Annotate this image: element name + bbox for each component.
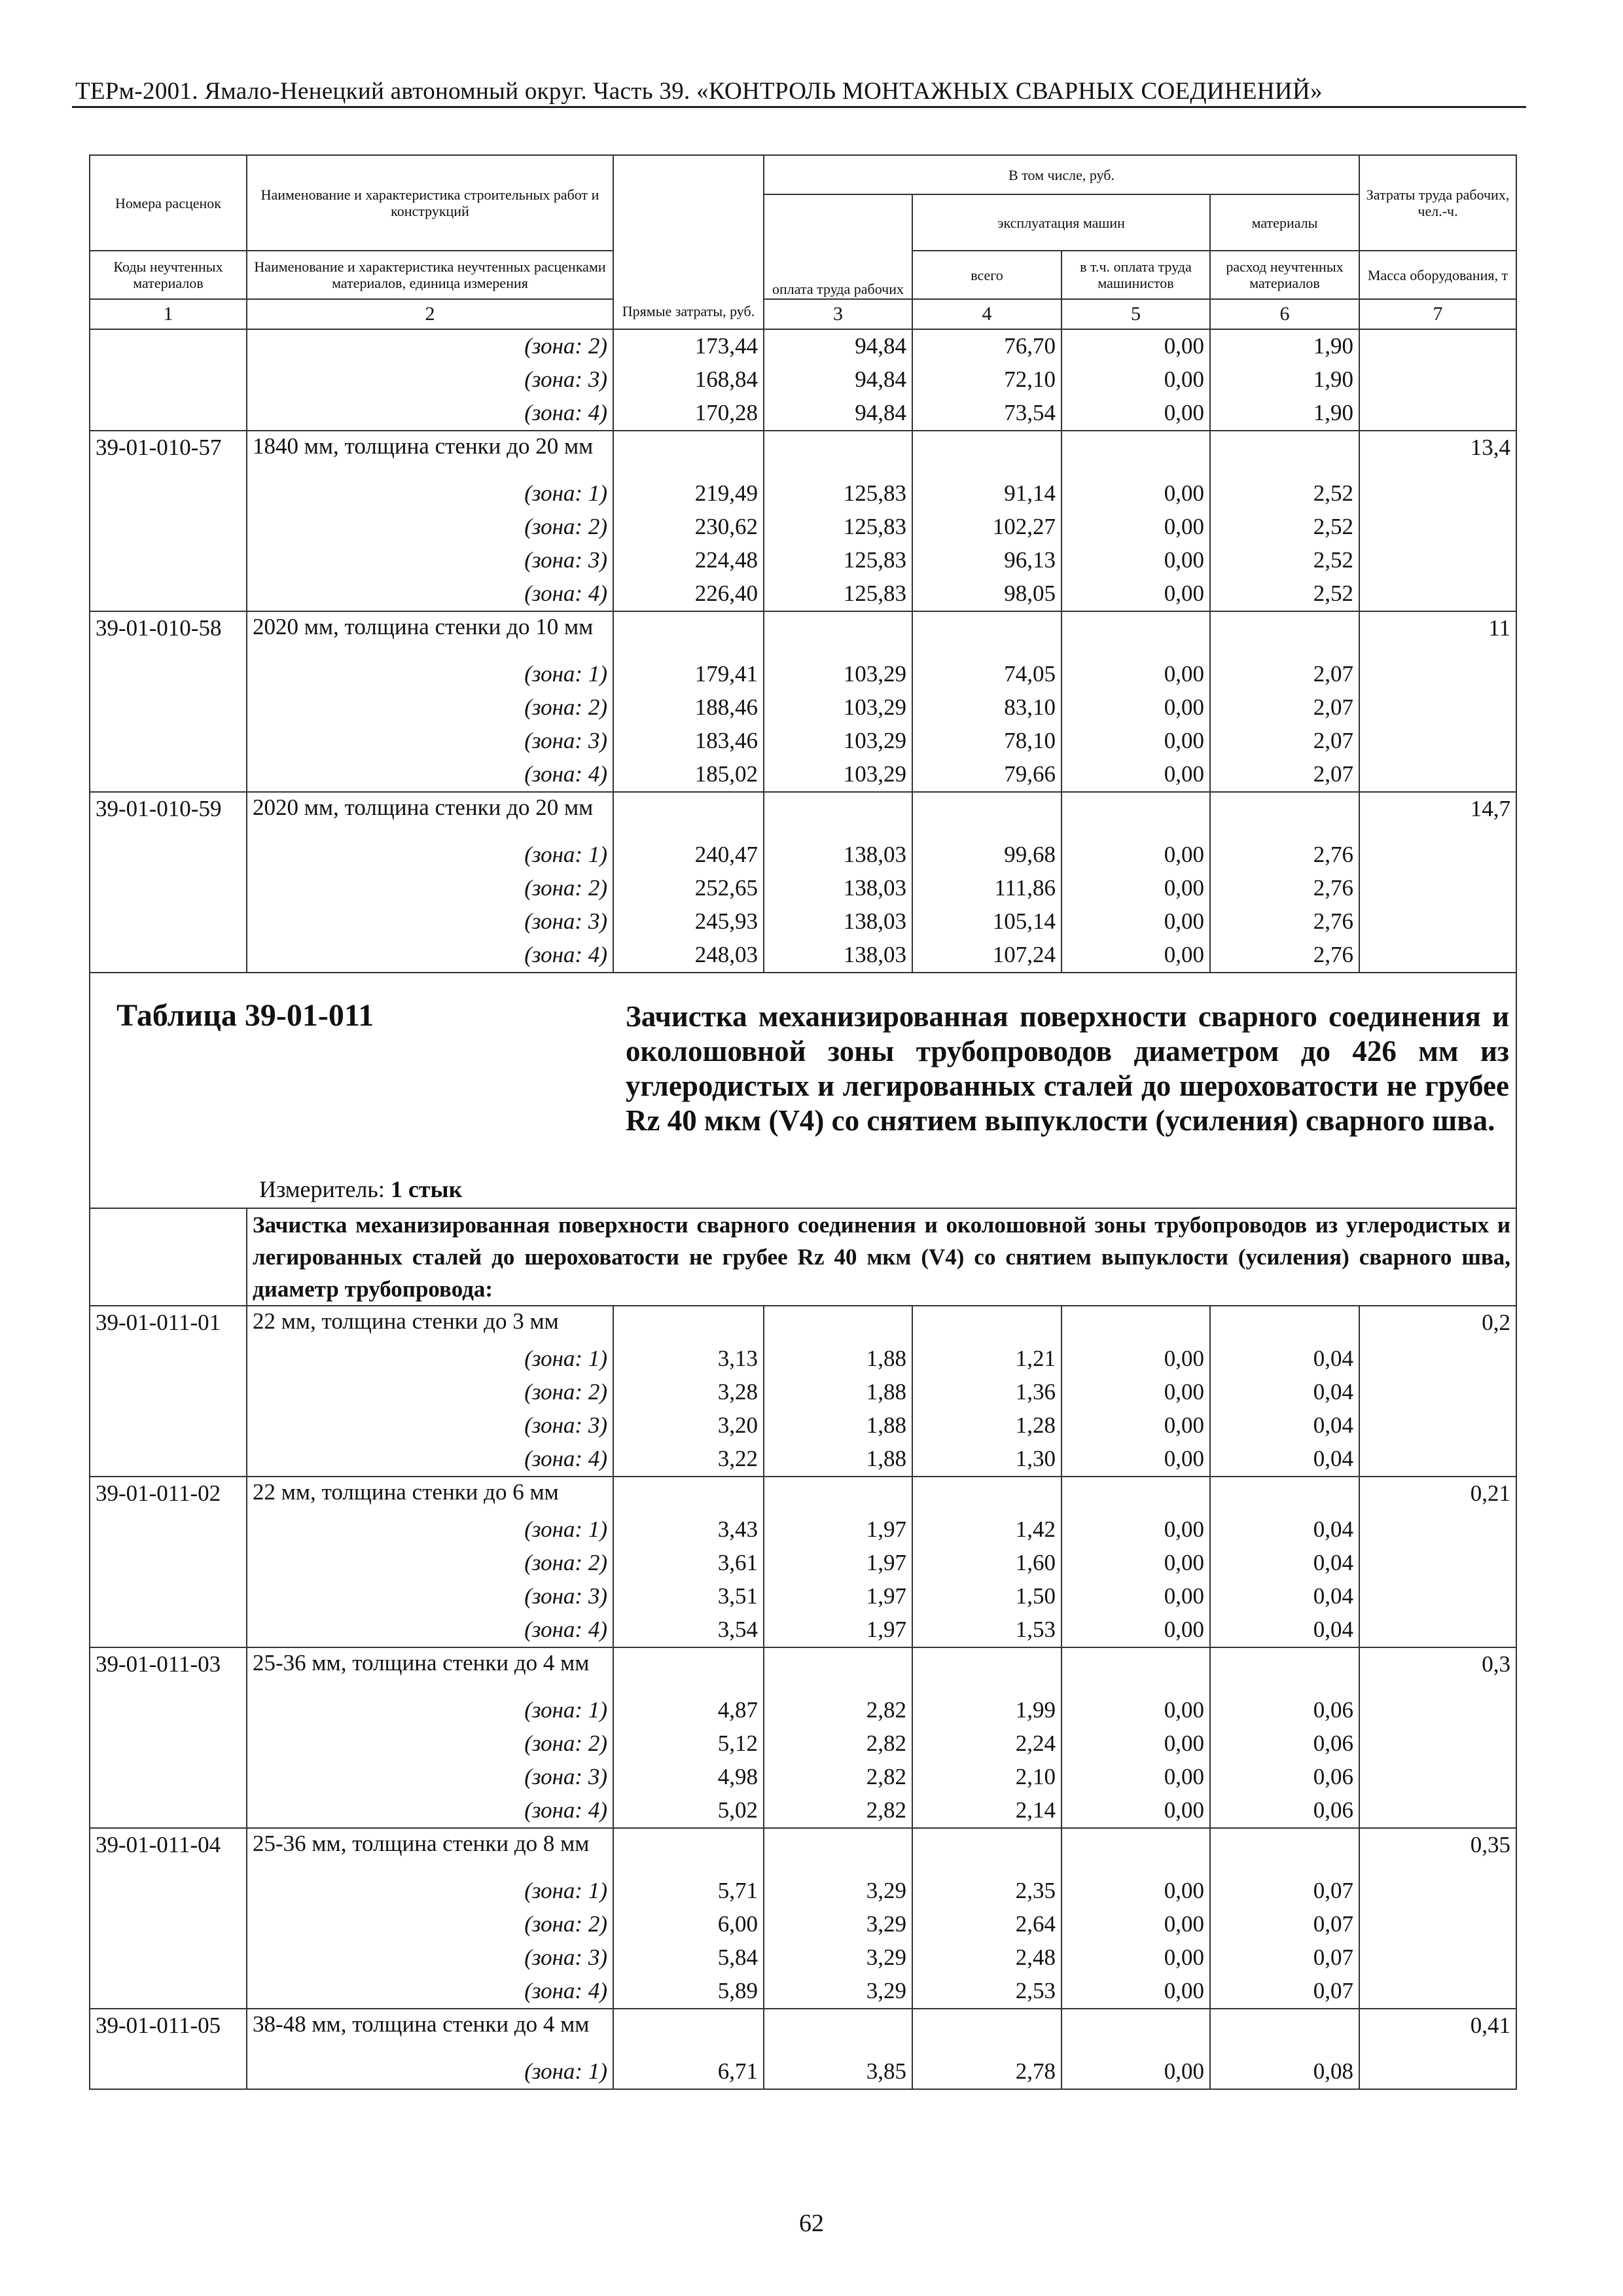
zone-label: (зона: 3) bbox=[247, 1580, 613, 1613]
table-number: Таблица 39-01-011 bbox=[116, 998, 374, 1033]
zone-label: (зона: 3) bbox=[247, 544, 613, 577]
column-number: 6 bbox=[1210, 299, 1359, 329]
header-including: В том числе, руб. bbox=[764, 155, 1359, 194]
rate-header-row bbox=[90, 1647, 1516, 1694]
running-header: ТЕРм-2001. Ямало-Ненецкий автономный округ. Часть 39. «КОНТРОЛЬ МОНТАЖНЫХ СВАРНЫХ СОЕДИНЕНИЙ» bbox=[75, 78, 1323, 105]
zone-row bbox=[90, 544, 1516, 577]
labor-pay-value: 2,82 bbox=[764, 1694, 912, 1727]
machine-total-value: 96,13 bbox=[912, 544, 1061, 577]
rate-code: 39-01-011-05 bbox=[90, 2009, 247, 2055]
direct-cost-value: 170,28 bbox=[613, 397, 764, 431]
direct-cost-value: 4,87 bbox=[613, 1694, 764, 1727]
header-machine-total: всего bbox=[912, 251, 1061, 299]
machine-labor-value: 0,00 bbox=[1061, 2055, 1210, 2089]
labor-value: 14,7 bbox=[1359, 792, 1516, 838]
zone-label: (зона: 3) bbox=[247, 1941, 613, 1975]
zone-row bbox=[90, 1941, 1516, 1975]
zone-label: (зона: 1) bbox=[247, 838, 613, 872]
rate-description: 2020 мм, толщина стенки до 20 мм bbox=[247, 792, 613, 838]
machine-labor-value: 0,00 bbox=[1061, 939, 1210, 973]
machine-labor-value: 0,00 bbox=[1061, 1727, 1210, 1761]
machine-total-value: 1,28 bbox=[912, 1409, 1061, 1443]
zone-label: (зона: 2) bbox=[247, 1908, 613, 1941]
column-number: 4 bbox=[912, 299, 1061, 329]
zone-label: (зона: 1) bbox=[247, 477, 613, 511]
machine-labor-value: 0,00 bbox=[1061, 1874, 1210, 1908]
column-number: 2 bbox=[247, 299, 613, 329]
table-body-top bbox=[90, 329, 1516, 973]
rate-description: 22 мм, толщина стенки до 3 мм bbox=[247, 1306, 613, 1342]
machine-labor-value: 0,00 bbox=[1061, 691, 1210, 725]
machine-total-value: 1,99 bbox=[912, 1694, 1061, 1727]
machine-labor-value: 0,00 bbox=[1061, 544, 1210, 577]
direct-cost-value: 3,43 bbox=[613, 1513, 764, 1547]
direct-cost-value: 224,48 bbox=[613, 544, 764, 577]
machine-labor-value: 0,00 bbox=[1061, 1580, 1210, 1613]
machine-labor-value: 0,00 bbox=[1061, 1376, 1210, 1409]
table-title-block bbox=[90, 973, 1516, 1208]
header-equipment-mass: Масса оборудования, т bbox=[1359, 251, 1516, 299]
machine-labor-value: 0,00 bbox=[1061, 477, 1210, 511]
zone-row bbox=[90, 363, 1516, 397]
table-meter bbox=[259, 1174, 462, 1206]
zone-row bbox=[90, 1761, 1516, 1794]
materials-value: 2,52 bbox=[1210, 511, 1359, 544]
machine-labor-value: 0,00 bbox=[1061, 397, 1210, 431]
zone-row bbox=[90, 939, 1516, 973]
zone-label: (зона: 2) bbox=[247, 329, 613, 363]
zone-label: (зона: 3) bbox=[247, 905, 613, 939]
labor-pay-value: 2,82 bbox=[764, 1761, 912, 1794]
labor-pay-value: 94,84 bbox=[764, 363, 912, 397]
materials-value: 0,07 bbox=[1210, 1941, 1359, 1975]
machine-labor-value: 0,00 bbox=[1061, 363, 1210, 397]
zone-row bbox=[90, 838, 1516, 872]
zone-label: (зона: 4) bbox=[247, 397, 613, 431]
machine-total-value: 1,36 bbox=[912, 1376, 1061, 1409]
zone-label: (зона: 2) bbox=[247, 1376, 613, 1409]
zone-row bbox=[90, 658, 1516, 691]
rate-description: 25-36 мм, толщина стенки до 4 мм bbox=[247, 1647, 613, 1694]
labor-pay-value: 138,03 bbox=[764, 939, 912, 973]
materials-value: 0,04 bbox=[1210, 1409, 1359, 1443]
labor-pay-value: 1,97 bbox=[764, 1580, 912, 1613]
labor-pay-value: 94,84 bbox=[764, 397, 912, 431]
header-codes-unaccounted: Коды неучтенных материалов bbox=[90, 251, 247, 299]
machine-total-value: 83,10 bbox=[912, 691, 1061, 725]
direct-cost-value: 226,40 bbox=[613, 577, 764, 611]
rate-description: 1840 мм, толщина стенки до 20 мм bbox=[247, 431, 613, 477]
direct-cost-value: 5,89 bbox=[613, 1975, 764, 2009]
page-number: 62 bbox=[799, 2210, 824, 2237]
direct-cost-value: 185,02 bbox=[613, 758, 764, 792]
labor-pay-value: 103,29 bbox=[764, 658, 912, 691]
materials-value: 0,07 bbox=[1210, 1975, 1359, 2009]
labor-pay-value: 1,88 bbox=[764, 1409, 912, 1443]
rate-code: 39-01-011-04 bbox=[90, 1828, 247, 1874]
materials-value: 2,07 bbox=[1210, 658, 1359, 691]
materials-value: 2,52 bbox=[1210, 577, 1359, 611]
materials-value: 0,08 bbox=[1210, 2055, 1359, 2089]
zone-label: (зона: 2) bbox=[247, 872, 613, 905]
materials-value: 1,90 bbox=[1210, 363, 1359, 397]
materials-value: 1,90 bbox=[1210, 397, 1359, 431]
materials-value: 0,04 bbox=[1210, 1547, 1359, 1580]
labor-value: 11 bbox=[1359, 611, 1516, 658]
machine-total-value: 1,60 bbox=[912, 1547, 1061, 1580]
direct-cost-value: 252,65 bbox=[613, 872, 764, 905]
table-description: Зачистка механизированная поверхности сварного соединения и околошовной зоны трубопроводов диаметром до 426 мм из углеродистых и легированных сталей до шероховатости не грубее Rz 40 мкм (V4) со снятием выпуклости (усиления) сварного шва. bbox=[626, 1000, 1509, 1137]
machine-labor-value: 0,00 bbox=[1061, 838, 1210, 872]
zone-row bbox=[90, 1376, 1516, 1409]
section-heading: Зачистка механизированная поверхности сварного соединения и околошовной зоны трубопроводов из углеродистых и легированных сталей до шероховатости не грубее Rz 40 мкм (V4) со снятием выпуклости (усиления) сварного шва, диаметр трубопровода: bbox=[247, 1208, 1516, 1306]
labor-pay-value: 125,83 bbox=[764, 511, 912, 544]
header-labor-pay: оплата труда рабочих bbox=[764, 194, 912, 299]
machine-total-value: 72,10 bbox=[912, 363, 1061, 397]
zone-row bbox=[90, 1580, 1516, 1613]
machine-labor-value: 0,00 bbox=[1061, 758, 1210, 792]
zone-label: (зона: 3) bbox=[247, 363, 613, 397]
machine-labor-value: 0,00 bbox=[1061, 1613, 1210, 1647]
labor-value: 0,35 bbox=[1359, 1828, 1516, 1874]
labor-value: 0,21 bbox=[1359, 1477, 1516, 1513]
direct-cost-value: 5,71 bbox=[613, 1874, 764, 1908]
zone-row bbox=[90, 691, 1516, 725]
labor-pay-value: 125,83 bbox=[764, 577, 912, 611]
labor-pay-value: 1,88 bbox=[764, 1342, 912, 1376]
machine-labor-value: 0,00 bbox=[1061, 1794, 1210, 1828]
machine-total-value: 107,24 bbox=[912, 939, 1061, 973]
machine-total-value: 2,35 bbox=[912, 1874, 1061, 1908]
zone-label: (зона: 4) bbox=[247, 1975, 613, 2009]
machine-total-value: 99,68 bbox=[912, 838, 1061, 872]
machine-total-value: 91,14 bbox=[912, 477, 1061, 511]
zone-row bbox=[90, 1409, 1516, 1443]
machine-total-value: 2,48 bbox=[912, 1941, 1061, 1975]
direct-cost-value: 3,51 bbox=[613, 1580, 764, 1613]
zone-label: (зона: 2) bbox=[247, 1727, 613, 1761]
zone-label: (зона: 2) bbox=[247, 1547, 613, 1580]
direct-cost-value: 240,47 bbox=[613, 838, 764, 872]
labor-pay-value: 138,03 bbox=[764, 905, 912, 939]
labor-pay-value: 125,83 bbox=[764, 477, 912, 511]
materials-value: 1,90 bbox=[1210, 329, 1359, 363]
machine-total-value: 2,14 bbox=[912, 1794, 1061, 1828]
direct-cost-value: 219,49 bbox=[613, 477, 764, 511]
header-materials-unaccounted: расход неучтенных материалов bbox=[1210, 251, 1359, 299]
rate-description: 25-36 мм, толщина стенки до 8 мм bbox=[247, 1828, 613, 1874]
zone-row bbox=[90, 872, 1516, 905]
materials-value: 2,76 bbox=[1210, 905, 1359, 939]
machine-total-value: 105,14 bbox=[912, 905, 1061, 939]
zone-row bbox=[90, 1727, 1516, 1761]
labor-value: 0,3 bbox=[1359, 1647, 1516, 1694]
direct-cost-value: 179,41 bbox=[613, 658, 764, 691]
rate-header-row bbox=[90, 1477, 1516, 1513]
zone-row bbox=[90, 397, 1516, 431]
zone-row bbox=[90, 1613, 1516, 1647]
machine-total-value: 79,66 bbox=[912, 758, 1061, 792]
zone-label: (зона: 4) bbox=[247, 1794, 613, 1828]
zone-label: (зона: 3) bbox=[247, 1761, 613, 1794]
machine-labor-value: 0,00 bbox=[1061, 905, 1210, 939]
machine-total-value: 2,53 bbox=[912, 1975, 1061, 2009]
materials-value: 2,52 bbox=[1210, 477, 1359, 511]
machine-total-value: 102,27 bbox=[912, 511, 1061, 544]
zone-row bbox=[90, 1694, 1516, 1727]
rate-header-row bbox=[90, 1306, 1516, 1342]
zone-row bbox=[90, 1547, 1516, 1580]
machine-total-value: 1,50 bbox=[912, 1580, 1061, 1613]
zone-row bbox=[90, 511, 1516, 544]
rate-code: 39-01-011-02 bbox=[90, 1477, 247, 1513]
materials-value: 0,04 bbox=[1210, 1613, 1359, 1647]
rate-description: 22 мм, толщина стенки до 6 мм bbox=[247, 1477, 613, 1513]
zone-row bbox=[90, 1513, 1516, 1547]
zone-label: (зона: 2) bbox=[247, 511, 613, 544]
zone-row bbox=[90, 577, 1516, 611]
zone-label: (зона: 4) bbox=[247, 577, 613, 611]
rate-code: 39-01-010-59 bbox=[90, 792, 247, 838]
rate-header-row bbox=[90, 2009, 1516, 2055]
direct-cost-value: 5,12 bbox=[613, 1727, 764, 1761]
direct-cost-value: 5,84 bbox=[613, 1941, 764, 1975]
header-name-title: Наименование и характеристика строительных работ и конструкций bbox=[247, 155, 613, 251]
zone-label: (зона: 4) bbox=[247, 939, 613, 973]
rate-code: 39-01-011-01 bbox=[90, 1306, 247, 1342]
labor-pay-value: 138,03 bbox=[764, 872, 912, 905]
labor-pay-value: 1,97 bbox=[764, 1547, 912, 1580]
zone-label: (зона: 1) bbox=[247, 1342, 613, 1376]
machine-labor-value: 0,00 bbox=[1061, 1443, 1210, 1477]
materials-value: 0,04 bbox=[1210, 1513, 1359, 1547]
zone-label: (зона: 4) bbox=[247, 1613, 613, 1647]
materials-value: 2,52 bbox=[1210, 544, 1359, 577]
labor-pay-value: 1,97 bbox=[764, 1513, 912, 1547]
materials-value: 0,07 bbox=[1210, 1874, 1359, 1908]
machine-labor-value: 0,00 bbox=[1061, 725, 1210, 758]
zone-label: (зона: 3) bbox=[247, 725, 613, 758]
machine-total-value: 2,10 bbox=[912, 1761, 1061, 1794]
header-names-unaccounted: Наименование и характеристика неучтенных расценками материалов, единица измерения bbox=[247, 251, 613, 299]
labor-pay-value: 103,29 bbox=[764, 758, 912, 792]
materials-value: 0,06 bbox=[1210, 1727, 1359, 1761]
zone-row bbox=[90, 329, 1516, 363]
materials-value: 0,07 bbox=[1210, 1908, 1359, 1941]
rate-header-row bbox=[90, 1828, 1516, 1874]
rate-code: 39-01-011-03 bbox=[90, 1647, 247, 1694]
direct-cost-value: 5,02 bbox=[613, 1794, 764, 1828]
direct-cost-value: 188,46 bbox=[613, 691, 764, 725]
zone-row bbox=[90, 1874, 1516, 1908]
zone-row bbox=[90, 1342, 1516, 1376]
labor-pay-value: 1,88 bbox=[764, 1376, 912, 1409]
machine-labor-value: 0,00 bbox=[1061, 511, 1210, 544]
materials-value: 0,04 bbox=[1210, 1580, 1359, 1613]
materials-value: 0,06 bbox=[1210, 1794, 1359, 1828]
header-machine-operation: эксплуатация машин bbox=[912, 194, 1210, 251]
zone-row bbox=[90, 1443, 1516, 1477]
direct-cost-value: 168,84 bbox=[613, 363, 764, 397]
column-number: 7 bbox=[1359, 299, 1516, 329]
zone-row bbox=[90, 477, 1516, 511]
machine-labor-value: 0,00 bbox=[1061, 1513, 1210, 1547]
column-number: 1 bbox=[90, 299, 247, 329]
section-spacer bbox=[90, 1208, 247, 1306]
rate-description: 2020 мм, толщина стенки до 10 мм bbox=[247, 611, 613, 658]
machine-total-value: 98,05 bbox=[912, 577, 1061, 611]
rate-header-row bbox=[90, 792, 1516, 838]
machine-total-value: 74,05 bbox=[912, 658, 1061, 691]
direct-cost-value: 6,71 bbox=[613, 2055, 764, 2089]
machine-total-value: 78,10 bbox=[912, 725, 1061, 758]
labor-pay-value: 1,97 bbox=[764, 1613, 912, 1647]
direct-cost-value: 3,20 bbox=[613, 1409, 764, 1443]
column-number: 3 bbox=[764, 299, 912, 329]
header-code-title: Номера расценок bbox=[90, 155, 247, 251]
zone-row bbox=[90, 905, 1516, 939]
direct-cost-value: 230,62 bbox=[613, 511, 764, 544]
machine-total-value: 1,42 bbox=[912, 1513, 1061, 1547]
machine-total-value: 2,24 bbox=[912, 1727, 1061, 1761]
zone-label: (зона: 3) bbox=[247, 1409, 613, 1443]
meter-value: 1 стык bbox=[390, 1176, 463, 1202]
labor-pay-value: 3,29 bbox=[764, 1874, 912, 1908]
labor-value: 0,41 bbox=[1359, 2009, 1516, 2055]
zone-row bbox=[90, 2055, 1516, 2089]
header-machine-labor: в т.ч. оплата труда машинистов bbox=[1061, 251, 1210, 299]
materials-value: 0,04 bbox=[1210, 1342, 1359, 1376]
direct-cost-value: 3,54 bbox=[613, 1613, 764, 1647]
machine-labor-value: 0,00 bbox=[1061, 329, 1210, 363]
direct-cost-value: 6,00 bbox=[613, 1908, 764, 1941]
direct-cost-value: 4,98 bbox=[613, 1761, 764, 1794]
header-materials: материалы bbox=[1210, 194, 1359, 251]
labor-pay-value: 3,29 bbox=[764, 1975, 912, 2009]
meter-label: Измеритель: bbox=[259, 1176, 385, 1202]
machine-total-value: 1,30 bbox=[912, 1443, 1061, 1477]
materials-value: 2,07 bbox=[1210, 691, 1359, 725]
machine-labor-value: 0,00 bbox=[1061, 1694, 1210, 1727]
machine-total-value: 2,78 bbox=[912, 2055, 1061, 2089]
direct-cost-value: 3,22 bbox=[613, 1443, 764, 1477]
labor-pay-value: 103,29 bbox=[764, 725, 912, 758]
zone-row bbox=[90, 1794, 1516, 1828]
header-labor-costs: Затраты труда рабочих, чел.-ч. bbox=[1359, 155, 1516, 251]
zone-row bbox=[90, 758, 1516, 792]
rate-code: 39-01-010-58 bbox=[90, 611, 247, 658]
machine-total-value: 76,70 bbox=[912, 329, 1061, 363]
machine-total-value: 1,21 bbox=[912, 1342, 1061, 1376]
labor-pay-value: 3,85 bbox=[764, 2055, 912, 2089]
labor-pay-value: 1,88 bbox=[764, 1443, 912, 1477]
machine-labor-value: 0,00 bbox=[1061, 1409, 1210, 1443]
machine-labor-value: 0,00 bbox=[1061, 1547, 1210, 1580]
rate-header-row bbox=[90, 431, 1516, 477]
materials-value: 2,76 bbox=[1210, 939, 1359, 973]
labor-pay-value: 2,82 bbox=[764, 1794, 912, 1828]
machine-total-value: 111,86 bbox=[912, 872, 1061, 905]
column-number: 5 bbox=[1061, 299, 1210, 329]
rate-header-row bbox=[90, 611, 1516, 658]
zone-row bbox=[90, 725, 1516, 758]
machine-total-value: 2,64 bbox=[912, 1908, 1061, 1941]
rate-code: 39-01-010-57 bbox=[90, 431, 247, 477]
direct-cost-value: 245,93 bbox=[613, 905, 764, 939]
machine-total-value: 1,53 bbox=[912, 1613, 1061, 1647]
header-rule bbox=[72, 106, 1526, 108]
direct-cost-value: 248,03 bbox=[613, 939, 764, 973]
machine-labor-value: 0,00 bbox=[1061, 872, 1210, 905]
machine-labor-value: 0,00 bbox=[1061, 1761, 1210, 1794]
table-body-bottom bbox=[90, 1306, 1516, 2089]
labor-pay-value: 103,29 bbox=[764, 691, 912, 725]
labor-pay-value: 3,29 bbox=[764, 1941, 912, 1975]
machine-labor-value: 0,00 bbox=[1061, 1908, 1210, 1941]
machine-labor-value: 0,00 bbox=[1061, 1975, 1210, 2009]
zone-label: (зона: 1) bbox=[247, 1874, 613, 1908]
materials-value: 2,76 bbox=[1210, 872, 1359, 905]
materials-value: 0,04 bbox=[1210, 1376, 1359, 1409]
materials-value: 2,07 bbox=[1210, 758, 1359, 792]
machine-labor-value: 0,00 bbox=[1061, 658, 1210, 691]
machine-total-value: 73,54 bbox=[912, 397, 1061, 431]
materials-value: 0,06 bbox=[1210, 1761, 1359, 1794]
labor-pay-value: 125,83 bbox=[764, 544, 912, 577]
materials-value: 2,76 bbox=[1210, 838, 1359, 872]
rate-description: 38-48 мм, толщина стенки до 4 мм bbox=[247, 2009, 613, 2055]
materials-value: 0,04 bbox=[1210, 1443, 1359, 1477]
labor-pay-value: 2,82 bbox=[764, 1727, 912, 1761]
zone-label: (зона: 4) bbox=[247, 1443, 613, 1477]
materials-value: 2,07 bbox=[1210, 725, 1359, 758]
rates-table bbox=[89, 154, 1517, 2090]
direct-cost-value: 173,44 bbox=[613, 329, 764, 363]
zone-row bbox=[90, 1975, 1516, 2009]
direct-cost-value: 183,46 bbox=[613, 725, 764, 758]
zone-label: (зона: 1) bbox=[247, 658, 613, 691]
zone-label: (зона: 1) bbox=[247, 1513, 613, 1547]
labor-pay-value: 3,29 bbox=[764, 1908, 912, 1941]
zone-row bbox=[90, 1908, 1516, 1941]
header-direct-costs: Прямые затраты, руб. bbox=[613, 155, 764, 329]
zone-label: (зона: 1) bbox=[247, 2055, 613, 2089]
labor-pay-value: 94,84 bbox=[764, 329, 912, 363]
zone-label: (зона: 2) bbox=[247, 691, 613, 725]
materials-value: 0,06 bbox=[1210, 1694, 1359, 1727]
machine-labor-value: 0,00 bbox=[1061, 1941, 1210, 1975]
labor-value: 0,2 bbox=[1359, 1306, 1516, 1342]
direct-cost-value: 3,28 bbox=[613, 1376, 764, 1409]
direct-cost-value: 3,61 bbox=[613, 1547, 764, 1580]
zone-label: (зона: 1) bbox=[247, 1694, 613, 1727]
direct-cost-value: 3,13 bbox=[613, 1342, 764, 1376]
labor-pay-value: 138,03 bbox=[764, 838, 912, 872]
labor-value: 13,4 bbox=[1359, 431, 1516, 477]
machine-labor-value: 0,00 bbox=[1061, 577, 1210, 611]
zone-label: (зона: 4) bbox=[247, 758, 613, 792]
machine-labor-value: 0,00 bbox=[1061, 1342, 1210, 1376]
